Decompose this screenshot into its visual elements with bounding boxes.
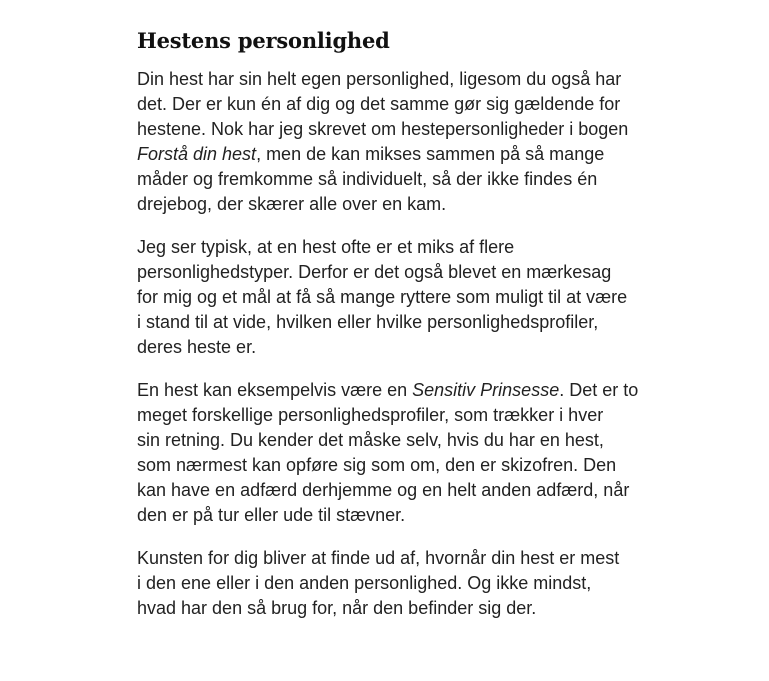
paragraph-3-line-1 xyxy=(137,378,657,403)
paragraph-2-line-2: personlighedstyper. Derfor er det også blevet en mærkesag xyxy=(137,262,612,282)
paragraph-2-line-3: for mig og et mål at få så mange ryttere som muligt til at være xyxy=(137,287,628,307)
paragraph-1-line-6: drejebog, der skærer alle over en kam. xyxy=(137,194,447,214)
paragraph-4-line-1: Kunsten for dig bliver at finde ud af, hvornår din hest er mest xyxy=(137,548,620,568)
paragraph-3-line-6: den er på tur eller ude til stævner. xyxy=(137,505,406,525)
paragraph-1-line-4 xyxy=(137,142,657,167)
paragraph-1-line-4-rest: , men de kan mikses sammen på så mange xyxy=(256,144,605,164)
paragraph-3-line-4: som nærmest kan opføre sig som om, den er skizofren. Den xyxy=(137,455,617,475)
paragraph-1-line-1: Din hest har sin helt egen personlighed, ligesom du også har xyxy=(137,69,622,89)
paragraph-1 xyxy=(137,67,657,217)
paragraph-3-line-5: kan have en adfærd derhjemme og en helt anden adfærd, når xyxy=(137,480,630,500)
paragraph-3-line-3: sin retning. Du kender det måske selv, hvis du har en hest, xyxy=(137,430,604,450)
book-title: Forstå din hest xyxy=(137,144,257,164)
paragraph-3-line-2: meget forskellige personlighedsprofiler, som trækker i hver xyxy=(137,405,604,425)
paragraph-3-line-1-start: En hest kan eksempelvis være en xyxy=(137,380,413,400)
paragraph-2-line-4: i stand til at vide, hvilken eller hvilke personlighedsprofiler, xyxy=(137,312,599,332)
profile-name: Sensitiv Prinsesse xyxy=(412,380,560,400)
paragraph-2 xyxy=(137,235,657,360)
paragraph-3-line-1-end: . Det er to xyxy=(559,380,639,400)
paragraph-4-line-3: hvad har den så brug for, når den befinder sig der. xyxy=(137,598,537,618)
paragraph-4-line-2: i den ene eller i den anden personlighed. Og ikke mindst, xyxy=(137,573,592,593)
paragraph-1-line-5: måder og fremkomme så individuelt, så der ikke findes én xyxy=(137,169,598,189)
paragraph-3 xyxy=(137,378,657,528)
paragraph-4 xyxy=(137,546,657,621)
article-title: Hestens personlighed xyxy=(137,28,390,53)
paragraph-2-line-5: deres heste er. xyxy=(137,337,257,357)
paragraph-1-line-2: det. Der er kun én af dig og det samme gør sig gældende for xyxy=(137,94,621,114)
paragraph-1-line-3: hestene. Nok har jeg skrevet om hestepersonligheder i bogen xyxy=(137,119,629,139)
article xyxy=(137,26,657,639)
paragraph-2-line-1: Jeg ser typisk, at en hest ofte er et miks af flere xyxy=(137,237,515,257)
